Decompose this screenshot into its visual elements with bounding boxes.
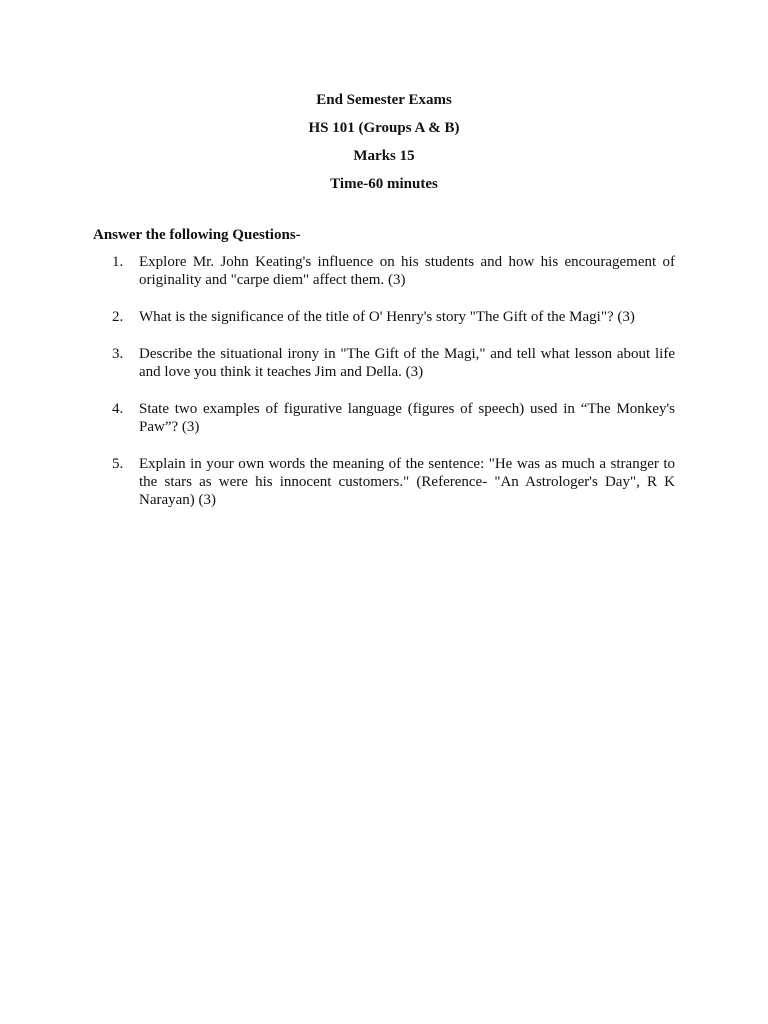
exam-header xyxy=(0,86,768,198)
question-text: Explore Mr. John Keating's influence on his students and how his encouragement of originality and "carpe diem" affect them. (3) xyxy=(139,254,675,288)
question-item xyxy=(93,455,675,509)
exam-title: End Semester Exams xyxy=(316,92,452,108)
question-item xyxy=(93,400,675,436)
question-text: Explain in your own words the meaning of the sentence: "He was as much a stranger to the stars as were his innocent customers." (Reference- "An Astrologer's Day", R K Narayan) (3) xyxy=(139,456,675,508)
total-marks: Marks 15 xyxy=(353,148,415,164)
question-number: 1. xyxy=(112,254,124,270)
question-item xyxy=(93,308,675,326)
question-item xyxy=(93,253,675,289)
question-text: State two examples of figurative language (figures of speech) used in “The Monkey's Paw”? (3) xyxy=(139,401,675,435)
question-list xyxy=(93,253,675,528)
question-item xyxy=(93,345,675,381)
question-number: 5. xyxy=(112,456,124,472)
question-text: What is the significance of the title of O' Henry's story "The Gift of the Magi"? (3) xyxy=(139,309,635,325)
instructions-heading: Answer the following Questions- xyxy=(93,227,301,243)
question-number: 3. xyxy=(112,346,124,362)
question-number: 2. xyxy=(112,309,124,325)
time-limit: Time-60 minutes xyxy=(330,176,438,192)
question-number: 4. xyxy=(112,401,124,417)
question-text: Describe the situational irony in "The Gift of the Magi," and tell what lesson about life and love you think it teaches Jim and Della. (3) xyxy=(139,346,675,380)
course-code: HS 101 (Groups A & B) xyxy=(308,120,460,136)
